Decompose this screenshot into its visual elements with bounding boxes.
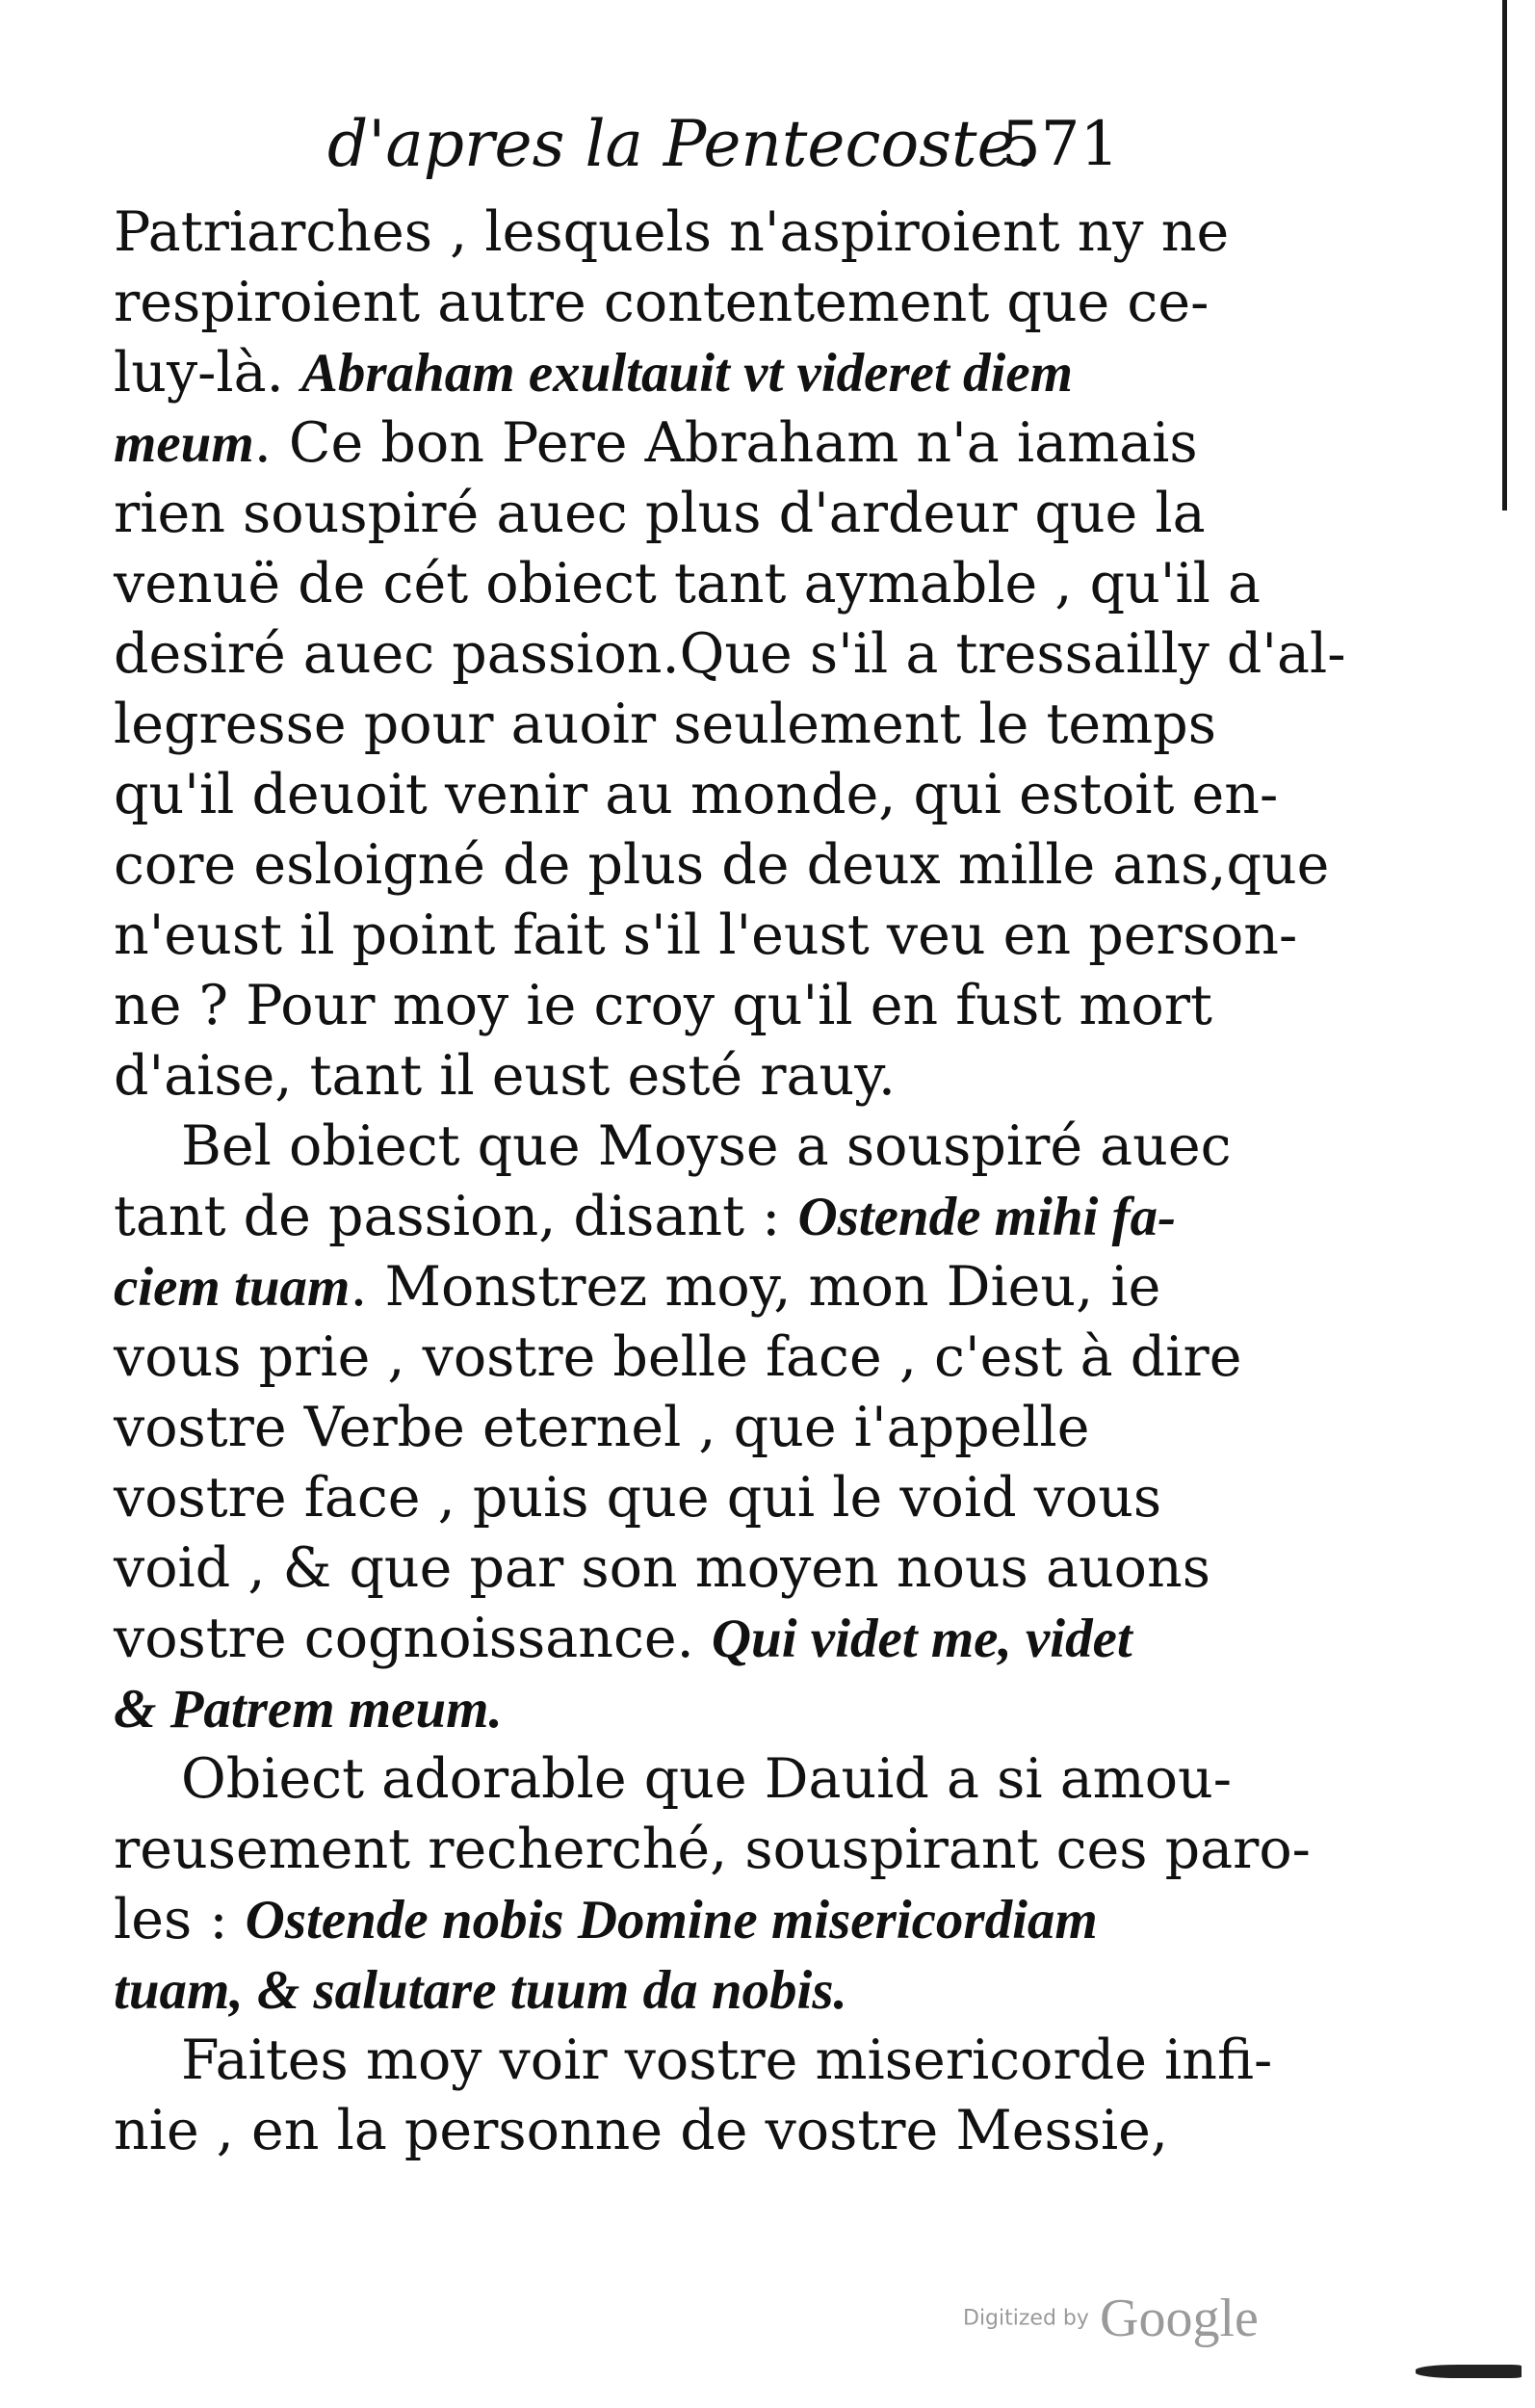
text-run: nie , en la personne de vostre Messie, xyxy=(114,2099,1169,2162)
text-line xyxy=(114,338,1163,408)
latin-quote: meum xyxy=(114,413,254,474)
text-run: Patriarches , lesquels n'aspiroient ny ne xyxy=(114,200,1230,264)
paragraph-first-line xyxy=(114,1744,1233,1815)
text-run: Obiect adorable que Dauid a si amou- xyxy=(181,1747,1233,1811)
latin-quote: Ostende nobis Domine misericordiam xyxy=(245,1890,1098,1950)
text-line xyxy=(114,1322,1242,1393)
text-run: vostre Verbe eternel , que i'appelle xyxy=(114,1396,1090,1459)
text-run: d'aise, tant il eust esté rauy. xyxy=(114,1044,896,1108)
text-line xyxy=(114,619,1346,690)
page-edge-line xyxy=(1502,0,1507,510)
text-run: qu'il deuoit venir au monde, qui estoit en- xyxy=(114,763,1279,826)
text-line xyxy=(114,1182,1177,1252)
text-line xyxy=(114,760,1279,830)
text-run: reusement recherché, souspirant ces paro- xyxy=(114,1818,1311,1881)
google-logo: Google xyxy=(1100,2289,1259,2348)
text-line xyxy=(114,1885,1163,1955)
text-run: desiré auec passion.Que s'il a tressailly d'al- xyxy=(114,622,1346,686)
page-number: 571 xyxy=(1002,109,1120,180)
latin-quote: Ostende mihi fa- xyxy=(797,1187,1177,1247)
body-text xyxy=(114,197,1346,2166)
latin-quote: ciem tuam xyxy=(114,1257,351,1318)
text-run: rien souspiré auec plus d'ardeur que la xyxy=(114,482,1206,545)
text-line xyxy=(114,479,1206,549)
text-line xyxy=(114,1604,1163,1674)
latin-quote: Abraham exultauit vt videret diem xyxy=(300,343,1074,404)
text-line xyxy=(114,1252,1163,1322)
text-run: Bel obiect que Moyse a souspiré auec xyxy=(181,1114,1232,1178)
paragraph-first-line xyxy=(114,1112,1232,1182)
text-line xyxy=(114,971,1212,1041)
text-run: legresse pour auoir seulement le temps xyxy=(114,693,1216,756)
text-run: vostre face , puis que qui le void vous xyxy=(114,1466,1162,1530)
text-line xyxy=(114,1041,1163,1112)
latin-quote: Qui videt me, videt xyxy=(711,1609,1132,1669)
text-line xyxy=(114,1674,1163,1744)
latin-quote: tuam, & salutare tuum da nobis. xyxy=(114,1960,847,2021)
text-run: n'eust il point fait s'il l'eust veu en person- xyxy=(114,903,1298,967)
text-run: core esloigné de plus de deux mille ans,que xyxy=(114,833,1330,897)
text-run: respiroient autre contentement que ce- xyxy=(114,271,1210,334)
text-line xyxy=(114,1393,1163,1463)
text-run: ne ? Pour moy ie croy qu'il en fust mort xyxy=(114,974,1212,1037)
text-line xyxy=(114,830,1330,901)
text-line xyxy=(114,901,1298,971)
text-run: Faites moy voir vostre misericorde infi- xyxy=(181,2028,1273,2092)
text-line xyxy=(114,1533,1210,1604)
text-run: les : xyxy=(114,1888,246,1951)
text-line xyxy=(114,408,1198,479)
digitized-by-label: Digitized by xyxy=(963,2306,1089,2331)
text-line xyxy=(114,1955,1163,2026)
text-run: vostre cognoissance. xyxy=(114,1607,712,1670)
text-line xyxy=(114,268,1210,338)
text-line xyxy=(114,1463,1163,1533)
text-run: . Monstrez moy, mon Dieu, ie xyxy=(350,1255,1161,1319)
text-line xyxy=(114,1815,1311,1885)
text-line xyxy=(114,690,1216,760)
text-run: . Ce bon Pere Abraham n'a iamais xyxy=(253,411,1198,475)
running-title: d'apres la Pentecoste. xyxy=(327,107,1035,181)
text-run: tant de passion, disant : xyxy=(114,1185,798,1248)
text-line xyxy=(114,197,1230,268)
paragraph-first-line xyxy=(114,2026,1273,2096)
google-watermark xyxy=(963,2288,1300,2355)
ink-smudge xyxy=(1416,2365,1522,2378)
page-header xyxy=(327,101,1194,188)
text-run: venuë de cét obiect tant aymable , qu'il a xyxy=(114,552,1262,615)
text-line xyxy=(114,2096,1169,2166)
text-run: void , & que par son moyen nous auons xyxy=(114,1536,1210,1600)
latin-quote: & Patrem meum. xyxy=(114,1679,503,1740)
text-run: vous prie , vostre belle face , c'est à dire xyxy=(114,1325,1242,1389)
text-run: luy-là. xyxy=(114,341,301,405)
text-line xyxy=(114,549,1262,619)
